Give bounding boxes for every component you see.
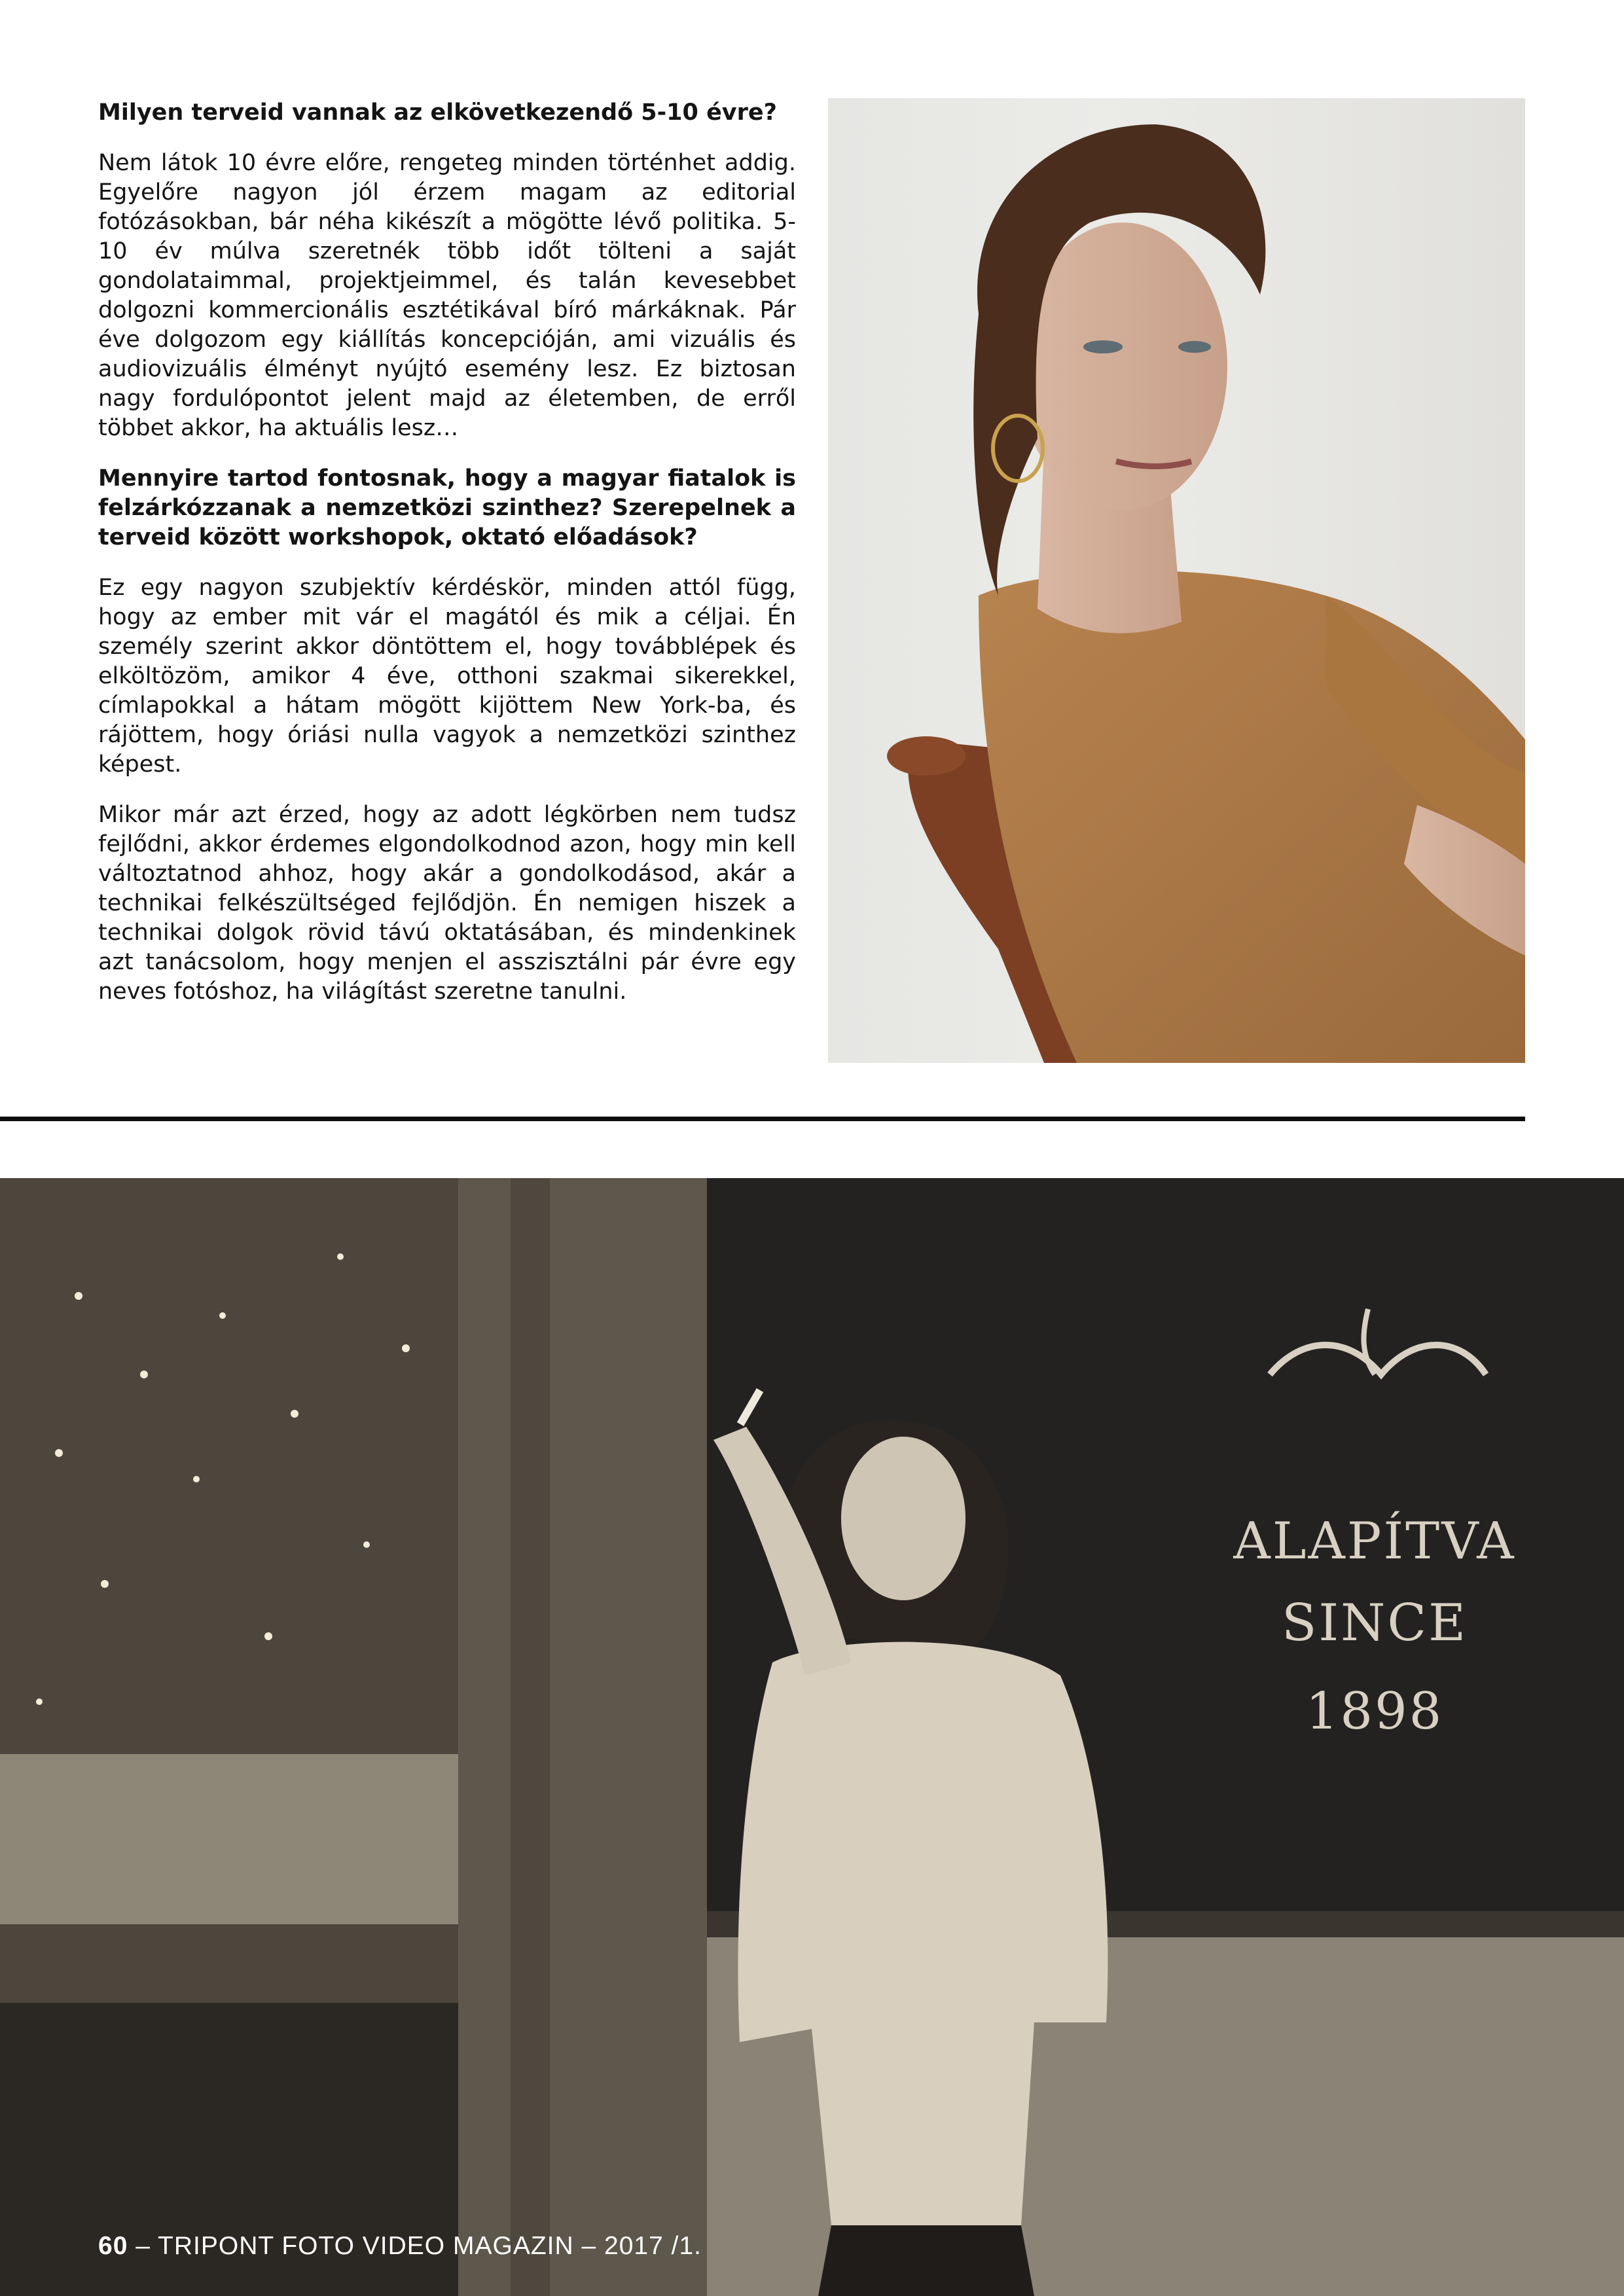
footer-text: – TRIPONT FOTO VIDEO MAGAZIN – 2017 /1. bbox=[128, 2232, 702, 2260]
sign-line-1: ALAPÍTVA bbox=[1233, 1512, 1516, 1571]
article-column bbox=[98, 98, 796, 1028]
portrait-photo bbox=[828, 98, 1525, 1063]
answer-1: Nem látok 10 évre előre, rengeteg minden történhet addig. Egyelőre nagyon jól érzem magam az editorial fotózásokban, bár néha kikészít a mögötte lévő politika. 5-10 év múlva szeretnék több időt tölteni a saját gondolataimmal, projektjeimmel, és talán kevesebbet dolgozni kommercionális esztétikával bíró márkáknak. Pár éve dolgozom egy kiállítás koncepcióján, ami vizuális és audiovizuális élményt nyújtó esemény lesz. Ez biztosan nagy fordulópontot jelent majd az életemben, de erről többet akkor, ha aktuális lesz… bbox=[98, 150, 796, 441]
page-footer bbox=[98, 2232, 702, 2261]
answer-3: Mikor már azt érzed, hogy az adott légkörben nem tudsz fejlődni, akkor érdemes elgondolkodnod azon, hogy min kell változtatnod ahhoz, hogy akár a gondolkodásod, akár a technikai felkészültséged fejlődjön. Én nemigen hiszek a technikai dolgok rövid távú oktatásában, és mindenkinek azt tanácsolom, hogy menjen el asszisztálni pár évre egy neves fotóshoz, ha világítást szeretne tanulni. bbox=[98, 802, 796, 1005]
section-divider bbox=[0, 1117, 1525, 1121]
question-1: Milyen terveid vannak az elkövetkezendő 5-10 évre? bbox=[98, 99, 777, 126]
sign-line-3: 1898 bbox=[1305, 1682, 1444, 1741]
answer-2: Ez egy nagyon szubjektív kérdéskör, minden attól függ, hogy az ember mit vár el magától és mik a céljai. Én személy szerint akkor döntöttem el, hogy továbblépek és elköltözöm, amikor 4 éve, otthoni szakmai sikerekkel, címlapokkal a hátam mögött kijöttem New York-ba, és rájöttem, hogy óriási nulla vagyok a nemzetközi szinthez képest. bbox=[98, 575, 796, 778]
portrait-illustration bbox=[828, 98, 1525, 1063]
sign-line-2: SINCE bbox=[1281, 1594, 1468, 1653]
question-2: Mennyire tartod fontosnak, hogy a magyar fiatalok is felzárkózzanak a nemzetközi szinthez? Szerepelnek a terveid között workshopok, oktató előadások? bbox=[98, 465, 796, 550]
page-number: 60 bbox=[98, 2232, 128, 2260]
